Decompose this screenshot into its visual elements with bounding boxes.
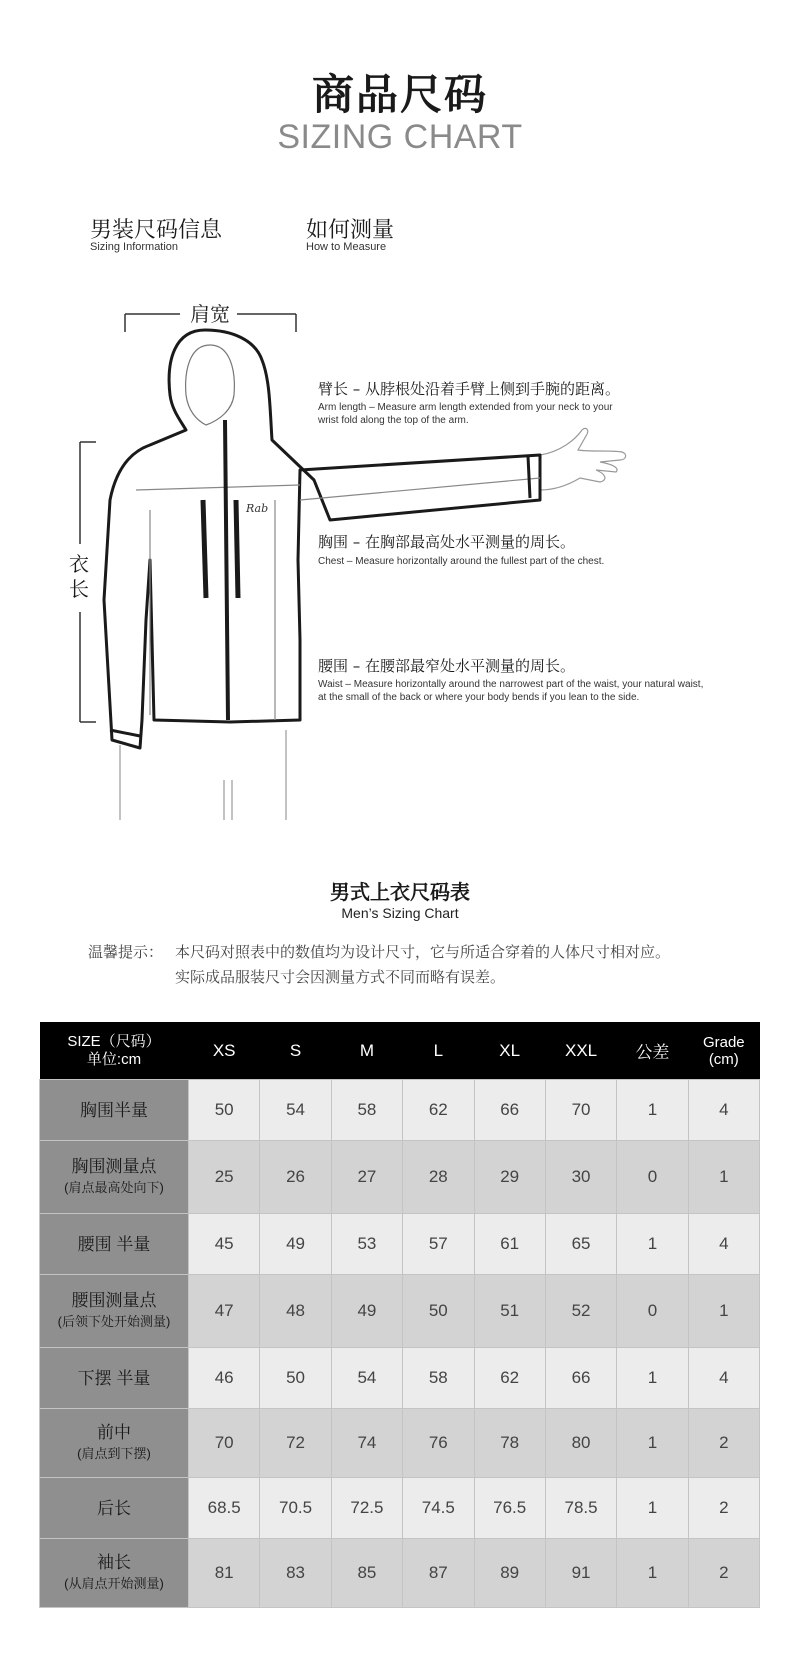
table-cell: 54 [260, 1080, 331, 1141]
table-cell: 29 [474, 1141, 545, 1214]
sizing-info-heading: 男装尺码信息 [90, 218, 223, 243]
table-cell: 48 [260, 1275, 331, 1348]
table-cell: 30 [545, 1141, 616, 1214]
tip-label: 温馨提示： [88, 943, 164, 961]
body-length-char-2: 长 [69, 577, 89, 601]
how-to-measure-subheading: How to Measure [306, 241, 387, 253]
table-cell: 4 [688, 1348, 759, 1409]
table-cell: 53 [331, 1214, 402, 1275]
row-header-cell [40, 1539, 189, 1608]
size-col-header: XXL [545, 1022, 616, 1080]
brand-logo: Rab [246, 502, 269, 515]
size-col-header: M [331, 1022, 402, 1080]
hand-outline [540, 428, 626, 490]
table-cell: 70 [545, 1080, 616, 1141]
size-col-header: S [260, 1022, 331, 1080]
table-cell: 74 [331, 1409, 402, 1478]
waist-title: 腰围 – 在腰部最窄处水平测量的周长。 [318, 657, 576, 675]
chest-desc: Chest – Measure horizontally around the fullest part of the chest. [318, 556, 605, 567]
table-cell: 76 [403, 1409, 474, 1478]
right-pocket-zipper [236, 500, 238, 598]
tip-line-1: 本尺码对照表中的数值均为设计尺寸，它与所适合穿着的人体尺寸相对应。 [175, 943, 671, 961]
size-header-cell [40, 1022, 189, 1080]
table-cell: 27 [331, 1141, 402, 1214]
table-body [40, 1080, 760, 1608]
size-col-header: XS [189, 1022, 260, 1080]
size-table-subtitle: Men’s Sizing Chart [341, 905, 459, 921]
row-label: 前中 [97, 1423, 131, 1442]
row-header-cell [40, 1348, 189, 1409]
table-cell: 51 [474, 1275, 545, 1348]
table-cell: 49 [260, 1214, 331, 1275]
grade-col-header [688, 1022, 759, 1080]
table-cell: 52 [545, 1275, 616, 1348]
table-cell: 85 [331, 1539, 402, 1608]
how-to-measure-heading: 如何测量 [306, 218, 395, 243]
table-cell: 1 [688, 1275, 759, 1348]
table-cell: 87 [403, 1539, 474, 1608]
table-cell: 57 [403, 1214, 474, 1275]
table-cell: 62 [474, 1348, 545, 1409]
table-cell: 78.5 [545, 1478, 616, 1539]
row-label: 袖长 [97, 1553, 131, 1572]
left-pocket-zipper [203, 500, 206, 598]
arm-length-title: 臂长 – 从脖根处沿着手臂上侧到手腕的距离。 [318, 380, 621, 398]
row-label: 腰围 半量 [77, 1234, 151, 1254]
row-sublabel: (肩点到下摆) [77, 1446, 151, 1461]
table-cell: 78 [474, 1409, 545, 1478]
table-cell: 50 [403, 1275, 474, 1348]
table-row [40, 1409, 760, 1478]
row-header-cell [40, 1141, 189, 1214]
grade-header-line2: (cm) [708, 1050, 739, 1068]
table-row [40, 1214, 760, 1275]
table-cell: 70.5 [260, 1478, 331, 1539]
row-header-cell [40, 1214, 189, 1275]
table-cell: 89 [474, 1539, 545, 1608]
row-label: 下摆 半量 [77, 1368, 151, 1388]
size-col-header: XL [474, 1022, 545, 1080]
size-header-line2: 单位:cm [86, 1050, 142, 1068]
row-header-cell [40, 1275, 189, 1348]
waist-desc-line1: Waist – Measure horizontally around the narrowest part of the waist, your natural waist, [318, 679, 704, 690]
table-cell: 0 [617, 1141, 688, 1214]
table-cell: 49 [331, 1275, 402, 1348]
row-sublabel: (后领下处开始测量) [57, 1314, 171, 1329]
table-cell: 65 [545, 1214, 616, 1275]
table-cell: 46 [189, 1348, 260, 1409]
table-cell: 81 [189, 1539, 260, 1608]
pants-outline [120, 730, 286, 820]
table-cell: 47 [189, 1275, 260, 1348]
table-cell: 26 [260, 1141, 331, 1214]
table-row [40, 1275, 760, 1348]
table-row [40, 1141, 760, 1214]
size-table [39, 1022, 760, 1608]
table-cell: 28 [403, 1141, 474, 1214]
waist-desc-line2: at the small of the back or where your body bends if you lean to the side. [318, 692, 640, 703]
chest-title: 胸围 – 在胸部最高处水平测量的周长。 [318, 533, 576, 551]
table-cell: 4 [688, 1214, 759, 1275]
table-cell: 1 [617, 1539, 688, 1608]
table-cell: 70 [189, 1409, 260, 1478]
table-cell: 74.5 [403, 1478, 474, 1539]
table-cell: 25 [189, 1141, 260, 1214]
table-cell: 1 [617, 1478, 688, 1539]
table-cell: 76.5 [474, 1478, 545, 1539]
table-cell: 66 [545, 1348, 616, 1409]
row-header-cell [40, 1409, 189, 1478]
table-cell: 1 [617, 1409, 688, 1478]
table-cell: 45 [189, 1214, 260, 1275]
table-cell: 0 [617, 1275, 688, 1348]
table-cell: 72.5 [331, 1478, 402, 1539]
table-row [40, 1348, 760, 1409]
row-header-cell [40, 1080, 189, 1141]
row-label: 胸围测量点 [71, 1157, 157, 1176]
table-row [40, 1539, 760, 1608]
table-cell: 1 [688, 1141, 759, 1214]
table-cell: 4 [688, 1080, 759, 1141]
size-header-line1: SIZE（尺码） [67, 1032, 161, 1050]
table-cell: 1 [617, 1348, 688, 1409]
table-cell: 91 [545, 1539, 616, 1608]
table-cell: 58 [403, 1348, 474, 1409]
table-cell: 54 [331, 1348, 402, 1409]
table-row [40, 1478, 760, 1539]
table-cell: 1 [617, 1080, 688, 1141]
table-cell: 66 [474, 1080, 545, 1141]
row-label: 胸围半量 [80, 1100, 148, 1120]
table-cell: 68.5 [189, 1478, 260, 1539]
row-label: 后长 [97, 1498, 131, 1518]
size-col-header: L [403, 1022, 474, 1080]
table-cell: 80 [545, 1409, 616, 1478]
row-sublabel: (从肩点开始测量) [64, 1576, 164, 1591]
table-cell: 83 [260, 1539, 331, 1608]
table-row [40, 1080, 760, 1141]
grade-header-line1: Grade [702, 1033, 745, 1051]
sizing-info-subheading: Sizing Information [90, 241, 179, 253]
table-cell: 2 [688, 1539, 759, 1608]
body-length-char-1: 衣 [69, 552, 89, 576]
tolerance-col-header: 公差 [617, 1022, 688, 1080]
page-subtitle: SIZING CHART [277, 118, 523, 156]
tip-line-2: 实际成品服装尺寸会因测量方式不同而略有误差。 [175, 968, 506, 986]
row-header-cell [40, 1478, 189, 1539]
table-cell: 58 [331, 1080, 402, 1141]
page-title: 商品尺码 [311, 70, 488, 119]
arm-length-desc-line1: Arm length – Measure arm length extended from your neck to your [318, 402, 613, 413]
table-cell: 62 [403, 1080, 474, 1141]
table-cell: 72 [260, 1409, 331, 1478]
table-header-row [40, 1022, 760, 1080]
shoulder-width-label: 肩宽 [190, 302, 230, 326]
row-label: 腰围测量点 [71, 1291, 157, 1310]
arm-length-desc-line2: wrist fold along the top of the arm. [318, 415, 469, 426]
table-cell: 1 [617, 1214, 688, 1275]
table-cell: 2 [688, 1478, 759, 1539]
table-cell: 50 [189, 1080, 260, 1141]
table-cell: 61 [474, 1214, 545, 1275]
length-bracket [80, 442, 96, 722]
table-cell: 2 [688, 1409, 759, 1478]
row-sublabel: (肩点最高处向下) [64, 1180, 164, 1195]
size-table-title: 男式上衣尺码表 [330, 880, 470, 904]
table-cell: 50 [260, 1348, 331, 1409]
